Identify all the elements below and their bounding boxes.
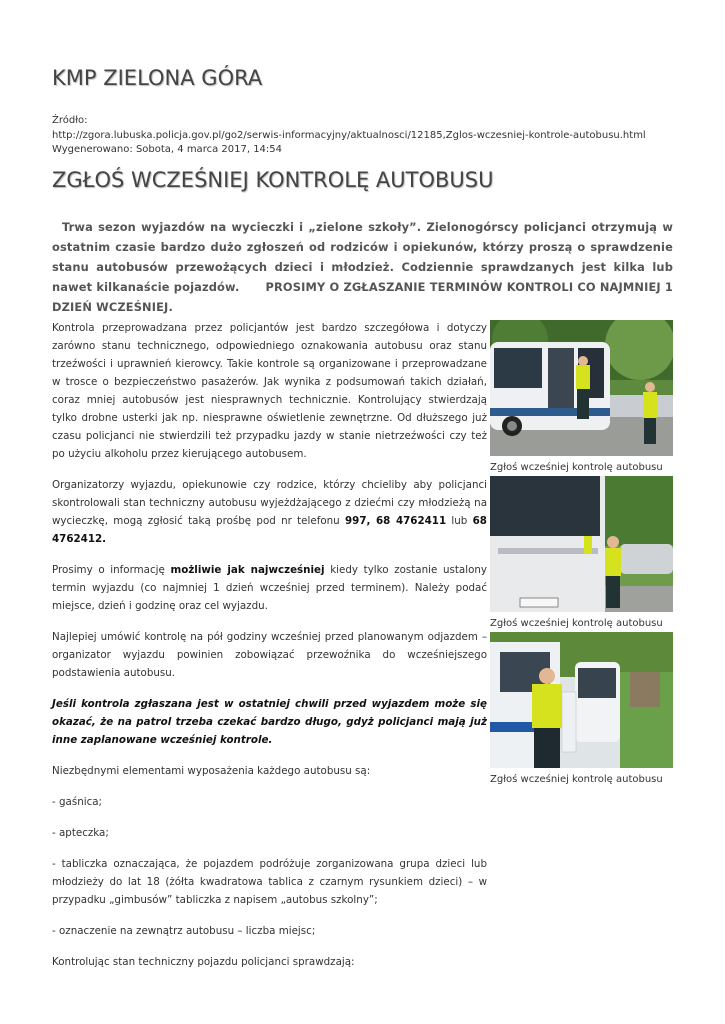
bus-inspection-photo-3 [490,632,673,768]
paragraph-checks-intro: Kontrolując stan techniczny pojazdu policjanci sprawdzają: [52,956,355,968]
site-title: KMP ZIELONA GÓRA [52,66,263,90]
list-item: - oznaczenie na zewnątrz autobusu – liczba miejsc; [52,925,316,937]
photo-caption-2: Zgłoś wcześniej kontrolę autobusu [490,618,663,629]
paragraph-contact [52,476,487,548]
source-url[interactable]: http://zgora.lubuska.policja.gov.pl/go2/serwis-informacyjny/aktualnosci/12185,Zglos-wczesniej-kontrole-autobusu.html [52,129,646,141]
paragraph-warning: Jeśli kontrola zgłaszana jest w ostatniej chwili przed wyjazdem może się okazać, że na patrol trzeba czekać bardzo długo, gdyż policjanci mają już inne zaplanowane wcześniej kontrole. [52,698,487,746]
paragraph-schedule: Najlepiej umówić kontrolę na pół godziny wcześniej przed planowanym odjazdem – organizator wyjazdu powinien zobowiązać przewoźnika do wcześniejszego podstawienia autobusu. [52,631,487,679]
list-item: - gaśnica; [52,796,103,808]
article-title: ZGŁOŚ WCZEŚNIEJ KONTROLĘ AUTOBUSU [52,168,494,192]
photo-caption-1: Zgłoś wcześniej kontrolę autobusu [490,462,663,473]
article-lead [52,217,673,317]
contact-or: lub [451,515,468,527]
timing-emphasis: możliwie jak najwcześniej [170,564,325,576]
lead-text: Trwa sezon wyjazdów na wycieczki i „zielone szkoły”. Zielonogórscy policjanci otrzymują w ostatnim czasie bardzo dużo zgłoszeń od rodziców i opiekunów, którzy proszą o sprawdzenie stanu autobusów przewożących dzieci i młodzież. Codziennie sprawdzanych jest kilka lub nawet kilkanaście pojazdów. [52,220,673,294]
article-body [52,319,487,984]
source-label: Źródło: [52,115,88,126]
timing-pre: Prosimy o informację [52,564,165,576]
paragraph-timing [52,561,487,615]
paragraph-equipment-intro: Niezbędnymi elementami wyposażenia każdego autobusu są: [52,765,371,777]
phone-number-1: 997, 68 4762411 [345,515,447,527]
bus-inspection-photo-1 [490,320,673,456]
paragraph-inspection: Kontrola przeprowadzana przez policjantów jest bardzo szczegółowa i dotyczy zarówno stanu technicznego, odpowiedniego oznakowania autobusu oraz stanu trzeźwości i uprawnień kierowcy. Takie kontrole są organizowane i przeprowadzane w trosce o bezpieczeństwo pasażerów. Jak wynika z podsumowań takich działań, coraz mniej autobusów jest niesprawnych technicznie. Kontrolujący stwierdzają tylko drobne usterki jak np. niesprawne oświetlenie zewnętrzne. Od dłuższego już czasu policjanci nie stwierdzili też przypadku jazdy w stanie nietrzeźwości czy też po użyciu alkoholu przez kierującego autobusem. [52,322,487,460]
photo-figure-1 [490,320,673,474]
photo-figure-2 [490,476,673,630]
photo-figure-3 [490,632,673,786]
list-item: - apteczka; [52,827,109,839]
phone-number-2: 68 4762412. [52,515,487,545]
contact-text: Organizatorzy wyjazdu, opiekunowie czy rodzice, którzy chcieliby aby policjanci skontrolowali stan techniczny autobusu wyjeżdżającego z dziećmi czy młodzieżą na wycieczkę, mogą zgłosić taką prośbę pod nr telefonu [52,479,487,527]
timing-post: kiedy tylko zostanie ustalony termin wyjazdu (co najmniej 1 dzień wcześniej przed terminem). Należy podać miejsce, dzień i godzinę oraz cel wyjazdu. [52,564,488,612]
photo-caption-3: Zgłoś wcześniej kontrolę autobusu [490,774,663,785]
bus-inspection-photo-2 [490,476,673,612]
source-meta [52,114,692,158]
list-item: - tabliczka oznaczająca, że pojazdem podróżuje zorganizowana grupa dzieci lub młodzieży do lat 18 (żółta kwadratowa tablica z czarnym rysunkiem dzieci) – w przypadku „gimbusów” tabliczka z napisem „autobus szkolny”; [52,858,487,906]
lead-caps: PROSIMY O ZGŁASZANIE TERMINÓW KONTROLI CO NAJMNIEJ 1 DZIEŃ WCZEŚNIEJ. [52,280,674,314]
generated-date: Wygenerowano: Sobota, 4 marca 2017, 14:54 [52,144,283,155]
